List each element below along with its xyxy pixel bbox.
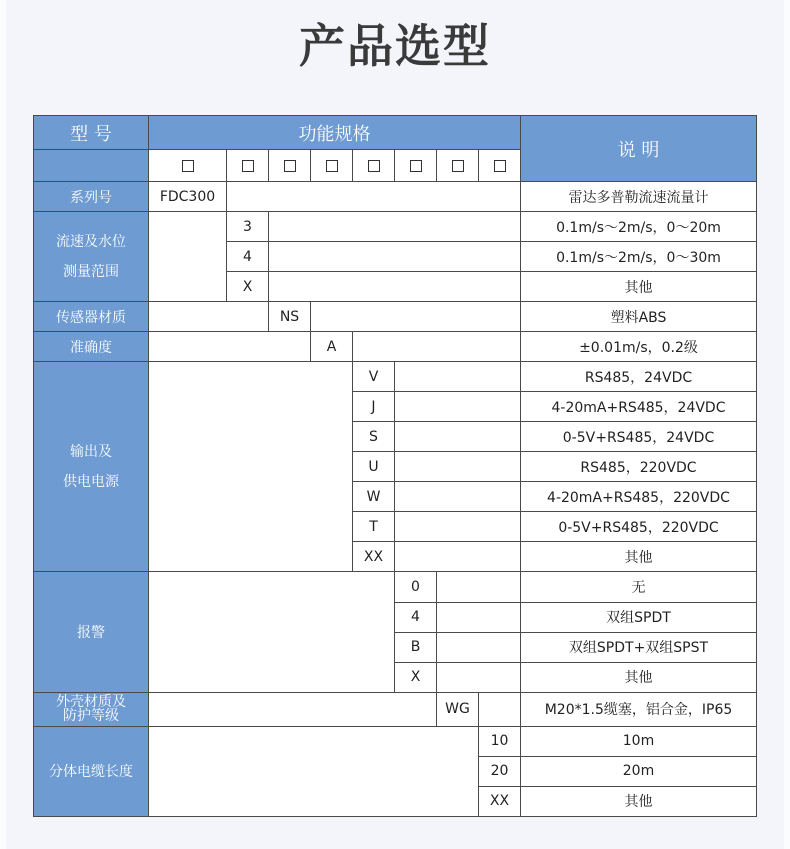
code-box-8 xyxy=(479,150,521,182)
housing-label-line1: 外壳材质及 xyxy=(56,694,126,711)
output-blank-6 xyxy=(395,512,521,542)
alarm-blank-2 xyxy=(437,602,521,632)
alarm-blank-3 xyxy=(437,632,521,662)
housing-blank-left xyxy=(149,692,437,726)
series-code: FDC300 xyxy=(149,182,227,212)
housing-label xyxy=(34,692,149,726)
sensor-code: NS xyxy=(269,302,311,332)
range-row-1 xyxy=(34,212,757,242)
output-code-4: U xyxy=(353,452,395,482)
range-blank-3 xyxy=(269,272,521,302)
checkbox-icon xyxy=(452,160,464,172)
housing-blank-right xyxy=(479,692,521,726)
accuracy-blank-left xyxy=(149,332,311,362)
output-code-7: XX xyxy=(353,542,395,572)
series-label: 系列号 xyxy=(34,182,149,212)
housing-label-line2: 防护等级 xyxy=(63,708,119,725)
code-box-7 xyxy=(437,150,479,182)
output-desc-3: 0-5V+RS485，24VDC xyxy=(521,422,757,452)
range-code-3: X xyxy=(227,272,269,302)
output-label-line1: 输出及 xyxy=(70,443,112,460)
range-blank-left xyxy=(149,212,227,302)
cable-desc-1: 10m xyxy=(521,726,757,756)
output-blank-7 xyxy=(395,542,521,572)
cable-blank-left xyxy=(149,726,479,816)
series-row xyxy=(34,182,757,212)
output-code-3: S xyxy=(353,422,395,452)
series-desc: 雷达多普勒流速流量计 xyxy=(521,182,757,212)
housing-code: WG xyxy=(437,692,479,726)
output-desc-4: RS485，220VDC xyxy=(521,452,757,482)
output-code-1: V xyxy=(353,362,395,392)
output-row-1 xyxy=(34,362,757,392)
alarm-blank-left xyxy=(149,572,395,692)
sensor-blank-left xyxy=(149,302,269,332)
cable-row-1 xyxy=(34,726,757,756)
checkbox-icon xyxy=(182,160,194,172)
accuracy-desc: ±0.01m/s，0.2级 xyxy=(521,332,757,362)
output-blank-5 xyxy=(395,482,521,512)
range-blank-2 xyxy=(269,242,521,272)
accuracy-label: 准确度 xyxy=(34,332,149,362)
range-desc-2: 0.1m/s～2m/s，0～30m xyxy=(521,242,757,272)
range-desc-3: 其他 xyxy=(521,272,757,302)
accuracy-row xyxy=(34,332,757,362)
range-label-line2: 测量范围 xyxy=(63,263,119,280)
output-code-5: W xyxy=(353,482,395,512)
checkbox-icon xyxy=(494,160,506,172)
page-edge-right xyxy=(784,0,790,849)
alarm-code-4: X xyxy=(395,662,437,692)
housing-row xyxy=(34,692,757,726)
checkbox-icon xyxy=(410,160,422,172)
function-spec-header: 功能规格 xyxy=(149,116,521,150)
output-desc-1: RS485，24VDC xyxy=(521,362,757,392)
selection-table xyxy=(33,115,757,817)
model-header-blank xyxy=(34,150,149,182)
range-code-1: 3 xyxy=(227,212,269,242)
alarm-blank-4 xyxy=(437,662,521,692)
range-code-2: 4 xyxy=(227,242,269,272)
alarm-code-3: B xyxy=(395,632,437,662)
range-blank-1 xyxy=(269,212,521,242)
output-blank-2 xyxy=(395,392,521,422)
description-header: 说 明 xyxy=(521,116,757,182)
output-blank-1 xyxy=(395,362,521,392)
series-blank xyxy=(227,182,521,212)
output-desc-2: 4-20mA+RS485，24VDC xyxy=(521,392,757,422)
code-box-4 xyxy=(311,150,353,182)
cable-label: 分体电缆长度 xyxy=(34,726,149,816)
sensor-desc: 塑料ABS xyxy=(521,302,757,332)
checkbox-icon xyxy=(284,160,296,172)
output-code-6: T xyxy=(353,512,395,542)
output-desc-6: 0-5V+RS485，220VDC xyxy=(521,512,757,542)
range-label xyxy=(34,212,149,302)
alarm-code-1: 0 xyxy=(395,572,437,602)
sensor-row xyxy=(34,302,757,332)
cable-desc-3: 其他 xyxy=(521,786,757,816)
cable-code-3: XX xyxy=(479,786,521,816)
code-box-2 xyxy=(227,150,269,182)
accuracy-code: A xyxy=(311,332,353,362)
header-row-1 xyxy=(34,116,757,150)
sensor-label: 传感器材质 xyxy=(34,302,149,332)
output-blank-4 xyxy=(395,452,521,482)
alarm-blank-1 xyxy=(437,572,521,602)
page-edge-left xyxy=(0,0,6,849)
accuracy-blank-right xyxy=(353,332,521,362)
checkbox-icon xyxy=(326,160,338,172)
code-box-3 xyxy=(269,150,311,182)
alarm-row-1 xyxy=(34,572,757,602)
output-desc-7: 其他 xyxy=(521,542,757,572)
output-code-2: J xyxy=(353,392,395,422)
alarm-desc-3: 双组SPDT+双组SPST xyxy=(521,632,757,662)
alarm-desc-1: 无 xyxy=(521,572,757,602)
selection-table-wrap xyxy=(33,115,756,817)
range-label-line1: 流速及水位 xyxy=(56,233,126,250)
sensor-blank-right xyxy=(311,302,521,332)
cable-desc-2: 20m xyxy=(521,756,757,786)
output-label-line2: 供电电源 xyxy=(63,473,119,490)
cable-code-2: 20 xyxy=(479,756,521,786)
output-label xyxy=(34,362,149,572)
output-desc-5: 4-20mA+RS485，220VDC xyxy=(521,482,757,512)
housing-desc: M20*1.5缆塞，铝合金，IP65 xyxy=(521,692,757,726)
checkbox-icon xyxy=(242,160,254,172)
page-title: 产品选型 xyxy=(299,19,491,73)
alarm-code-2: 4 xyxy=(395,602,437,632)
output-blank-left xyxy=(149,362,353,572)
alarm-label: 报警 xyxy=(34,572,149,692)
alarm-desc-2: 双组SPDT xyxy=(521,602,757,632)
range-desc-1: 0.1m/s～2m/s，0～20m xyxy=(521,212,757,242)
code-box-1 xyxy=(149,150,227,182)
output-blank-3 xyxy=(395,422,521,452)
code-box-5 xyxy=(353,150,395,182)
model-header: 型 号 xyxy=(34,116,149,150)
alarm-desc-4: 其他 xyxy=(521,662,757,692)
code-box-6 xyxy=(395,150,437,182)
cable-code-1: 10 xyxy=(479,726,521,756)
checkbox-icon xyxy=(368,160,380,172)
